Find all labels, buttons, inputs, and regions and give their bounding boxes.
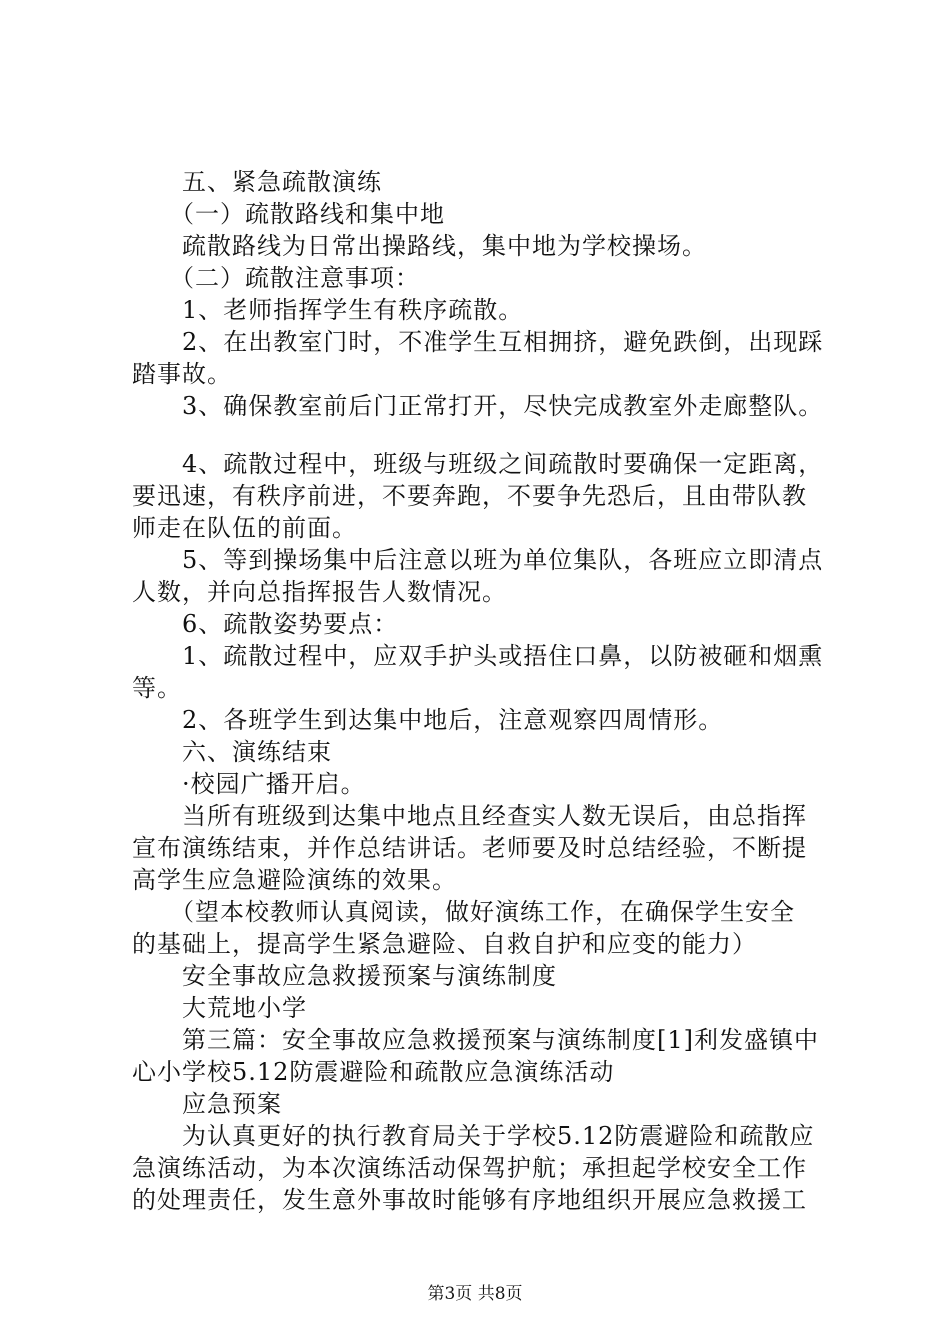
- paragraph-line: （望本校教师认真阅读，做好演练工作，在确保学生安全: [132, 898, 795, 926]
- paragraph-line: 4、疏散过程中，班级与班级之间疏散时要确保一定距离，: [132, 450, 824, 478]
- article-title: 第三篇：安全事故应急救援预案与演练制度[1]利发盛镇中: [132, 1026, 819, 1054]
- paragraph-line: 1、老师指挥学生有秩序疏散。: [132, 296, 524, 324]
- subheading-route: （一）疏散路线和集中地: [132, 200, 445, 228]
- paragraph-line: ·校园广播开启。: [132, 770, 366, 798]
- paragraph-line: 2、各班学生到达集中地后，注意观察四周情形。: [132, 706, 724, 734]
- paragraph-line: 宣布演练结束，并作总结讲话。老师要及时总结经验，不断提: [132, 834, 807, 862]
- paragraph-line: 2、在出教室门时，不准学生互相拥挤，避免跌倒，出现踩: [132, 328, 824, 356]
- page-number-footer: 第3页 共8页: [427, 1284, 523, 1304]
- paragraph-gap: [132, 422, 832, 448]
- heading-drill-end: 六、演练结束: [132, 738, 332, 766]
- paragraph-line: 等。: [132, 674, 182, 702]
- paragraph-line: 急演练活动，为本次演练活动保驾护航；承担起学校安全工作: [132, 1154, 807, 1182]
- paragraph-line: 为认真更好的执行教育局关于学校5.12防震避险和疏散应: [132, 1122, 815, 1150]
- paragraph-line: 师走在队伍的前面。: [132, 514, 357, 542]
- paragraph-line: 疏散路线为日常出操路线，集中地为学校操场。: [132, 232, 707, 260]
- paragraph-line: 1、疏散过程中，应双手护头或捂住口鼻，以防被砸和烟熏: [132, 642, 824, 670]
- subheading-notes: （二）疏散注意事项：: [132, 264, 420, 292]
- document-body: [132, 166, 832, 1216]
- paragraph-line: 高学生应急避险演练的效果。: [132, 866, 457, 894]
- school-name: 大荒地小学: [132, 994, 307, 1022]
- section-title: 安全事故应急救援预案与演练制度: [132, 962, 557, 990]
- paragraph-line: 的基础上，提高学生紧急避险、自救自护和应变的能力）: [132, 930, 757, 958]
- subheading-plan: 应急预案: [132, 1090, 282, 1118]
- article-title: 心小学校5.12防震避险和疏散应急演练活动: [132, 1058, 615, 1086]
- paragraph-line: 3、确保教室前后门正常打开，尽快完成教室外走廊整队。: [132, 392, 824, 420]
- paragraph-line: 人数，并向总指挥报告人数情况。: [132, 578, 507, 606]
- paragraph-line: 的处理责任，发生意外事故时能够有序地组织开展应急救援工: [132, 1186, 807, 1214]
- paragraph-line: 5、等到操场集中后注意以班为单位集队，各班应立即清点: [132, 546, 824, 574]
- paragraph-line: 6、疏散姿势要点：: [132, 610, 399, 638]
- heading-evacuation-drill: 五、紧急疏散演练: [132, 168, 382, 196]
- paragraph-line: 要迅速，有秩序前进，不要奔跑，不要争先恐后，且由带队教: [132, 482, 807, 510]
- paragraph-line: 踏事故。: [132, 360, 232, 388]
- paragraph-line: 当所有班级到达集中地点且经查实人数无误后，由总指挥: [132, 802, 807, 830]
